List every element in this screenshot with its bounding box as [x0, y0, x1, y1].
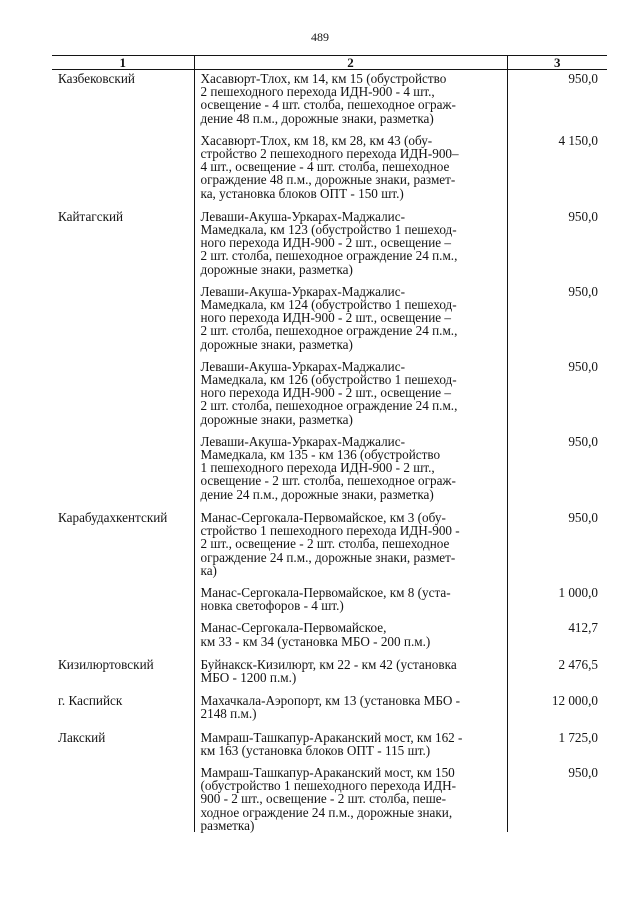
- district-cell: Лакский: [58, 729, 106, 745]
- description-line: 2148 п.м.): [200, 706, 257, 722]
- page-number: 489: [311, 30, 329, 44]
- description-line: км 163 (установка блоков ОПТ - 115 шт.): [200, 742, 431, 758]
- amount-cell: 950,0: [507, 208, 607, 284]
- description-cell: [194, 284, 507, 359]
- description-cell: [194, 656, 507, 692]
- description-line: Хасавюрт-Тлох, км 18, км 28, км 43 (обу-: [200, 132, 433, 148]
- district-cell: Кизилюртовский: [58, 656, 154, 672]
- description-cell: [194, 765, 507, 832]
- amount-cell: 950,0: [507, 284, 607, 359]
- description-line: ограждение 48 п.м., дорожные знаки, размет-: [200, 172, 456, 188]
- table-row: [52, 434, 607, 509]
- column-header-description: 2: [194, 56, 507, 70]
- description-line: дение 48 п.м., дорожные знаки, разметка): [200, 110, 434, 126]
- description-cell: [194, 70, 507, 133]
- description-line: Леваши-Акуша-Уркарах-Маджалис-: [200, 283, 405, 299]
- amount-cell: 1 000,0: [507, 585, 607, 620]
- description-cell: [194, 692, 507, 728]
- description-line: МБО - 1200 п.м.): [200, 669, 297, 685]
- description-line: Леваши-Акуша-Уркарах-Маджалис-: [200, 358, 405, 374]
- amount-cell: 950,0: [507, 765, 607, 832]
- description-line: 2 шт., освещение - 2 шт. столба, пешеходное: [200, 536, 450, 552]
- description-line: ного перехода ИДН-900 - 2 шт., освещение –: [200, 310, 452, 326]
- district-cell: [52, 284, 194, 359]
- amount-cell: 950,0: [507, 434, 607, 509]
- description-line: 2 шт. столба, пешеходное ограждение 24 п.м.,: [200, 248, 458, 264]
- amount-cell: 2 476,5: [507, 656, 607, 692]
- description-line: Мамедкала, км 123 (обустройство 1 пешеход-: [200, 222, 457, 238]
- description-line: стройство 1 пешеходного перехода ИДН-900 -: [200, 523, 460, 539]
- description-cell: [194, 359, 507, 434]
- description-line: дорожные знаки, разметка): [200, 336, 353, 352]
- district-cell: [52, 585, 194, 620]
- description-cell: [194, 133, 507, 208]
- description-cell: [194, 620, 507, 655]
- amount-cell: 4 150,0: [507, 133, 607, 208]
- table-row: [52, 70, 607, 133]
- description-line: ного перехода ИДН-900 - 2 шт., освещение –: [200, 235, 452, 251]
- description-line: Буйнакск-Кизилюрт, км 22 - км 42 (установка: [200, 656, 457, 672]
- table-row: [52, 133, 607, 208]
- description-line: Мамедкала, км 126 (обустройство 1 пешеход-: [200, 372, 457, 388]
- amount-cell: 950,0: [507, 509, 607, 585]
- table-row: [52, 729, 607, 765]
- description-line: (обустройство 1 пешеходного перехода ИДН-: [200, 778, 457, 794]
- table-header-row: [52, 56, 607, 70]
- district-cell: [52, 359, 194, 434]
- description-line: 2 шт. столба, пешеходное ограждение 24 п.м.,: [200, 323, 458, 339]
- description-line: 2 пешеходного перехода ИДН-900 - 4 шт.,: [200, 84, 435, 100]
- district-cell: г. Каспийск: [58, 693, 123, 709]
- column-header-district: 1: [52, 56, 194, 70]
- table-body: [52, 70, 607, 832]
- district-cell: [52, 620, 194, 655]
- description-line: Леваши-Акуша-Уркарах-Маджалис-: [200, 208, 405, 224]
- description-line: Мамраш-Ташкапур-Араканский мост, км 150: [200, 764, 455, 780]
- description-cell: [194, 509, 507, 585]
- column-header-amount: 3: [507, 56, 607, 70]
- description-line: 2 шт. столба, пешеходное ограждение 24 п.м.,: [200, 398, 458, 414]
- description-line: 4 шт., освещение - 4 шт. столба, пешеходное: [200, 159, 450, 175]
- district-cell: Карабудахкентский: [58, 509, 168, 525]
- description-line: Мамраш-Ташкапур-Араканский мост, км 162 -: [200, 729, 463, 745]
- district-cell: Кайтагский: [58, 208, 124, 224]
- district-cell: [52, 434, 194, 509]
- table-row: [52, 692, 607, 728]
- description-line: Мамедкала, км 135 - км 136 (обустройство: [200, 447, 441, 463]
- table-row: [52, 509, 607, 585]
- description-line: Махачкала-Аэропорт, км 13 (установка МБО -: [200, 693, 461, 709]
- table-row: [52, 208, 607, 284]
- table-row: [52, 656, 607, 692]
- amount-cell: 950,0: [507, 70, 607, 133]
- description-line: Мамедкала, км 124 (обустройство 1 пешеход-: [200, 297, 457, 313]
- amount-cell: 12 000,0: [507, 692, 607, 728]
- description-line: 900 - 2 шт., освещение - 2 шт. столба, пеше-: [200, 791, 447, 807]
- description-line: км 33 - км 34 (установка МБО - 200 п.м.): [200, 633, 431, 649]
- description-line: ка, установка блоков ОПТ - 150 шт.): [200, 185, 404, 201]
- description-line: стройство 2 пешеходного перехода ИДН-900–: [200, 146, 459, 162]
- description-line: ка): [200, 562, 217, 578]
- description-line: Манас-Сергокала-Первомайское, км 8 (уста-: [200, 584, 451, 600]
- table-row: [52, 585, 607, 620]
- description-line: дорожные знаки, разметка): [200, 261, 353, 277]
- description-cell: [194, 585, 507, 620]
- district-cell: [52, 765, 194, 832]
- description-line: Хасавюрт-Тлох, км 14, км 15 (обустройство: [200, 71, 447, 86]
- description-line: новка светофоров - 4 шт.): [200, 598, 344, 614]
- description-line: ограждение 24 п.м., дорожные знаки, размет-: [200, 549, 456, 565]
- description-line: ного перехода ИДН-900 - 2 шт., освещение –: [200, 385, 452, 401]
- description-line: освещение - 4 шт. столба, пешеходное ограж-: [200, 97, 456, 113]
- amount-cell: 412,7: [507, 620, 607, 655]
- description-line: освещение - 2 шт. столба, пешеходное ограж-: [200, 473, 456, 489]
- amount-cell: 950,0: [507, 359, 607, 434]
- description-cell: [194, 208, 507, 284]
- amount-cell: 1 725,0: [507, 729, 607, 765]
- district-cell: Казбековский: [58, 71, 135, 86]
- table-row: [52, 765, 607, 832]
- description-cell: [194, 434, 507, 509]
- description-line: ходное ограждение 24 п.м., дорожные знаки,: [200, 804, 453, 820]
- table-row: [52, 620, 607, 655]
- description-line: Леваши-Акуша-Уркарах-Маджалис-: [200, 433, 405, 449]
- description-line: Манас-Сергокала-Первомайское, км 3 (обу-: [200, 509, 446, 525]
- district-cell: [52, 133, 194, 208]
- description-line: дение 24 п.м., дорожные знаки, разметка): [200, 486, 434, 502]
- description-line: Манас-Сергокала-Первомайское,: [200, 620, 387, 636]
- table-row: [52, 359, 607, 434]
- table-row: [52, 284, 607, 359]
- description-line: разметка): [200, 817, 255, 833]
- budget-table: [52, 55, 607, 832]
- description-line: дорожные знаки, разметка): [200, 411, 353, 427]
- description-cell: [194, 729, 507, 765]
- description-line: 1 пешеходного перехода ИДН-900 - 2 шт.,: [200, 460, 435, 476]
